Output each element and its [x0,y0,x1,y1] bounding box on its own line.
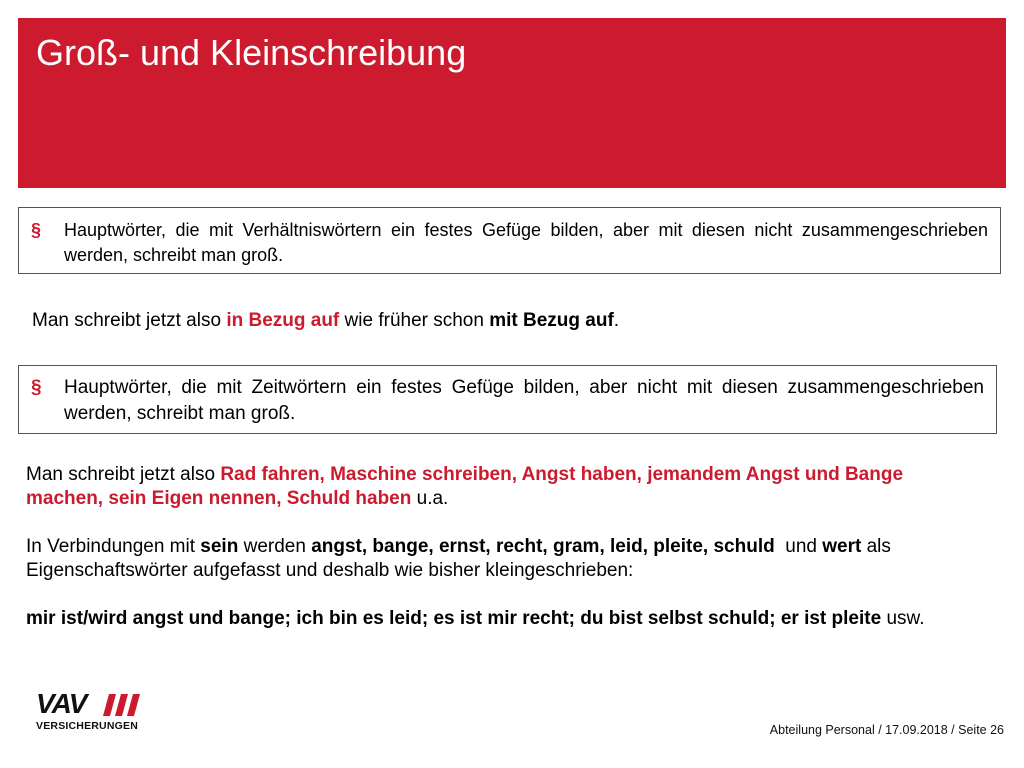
example-1-bold: mit Bezug auf [489,310,614,331]
paragraph-3-bold-1: sein [200,536,239,557]
paragraph-sign-icon: § [31,377,42,398]
paragraph-4-bold: mir ist/wird angst und bange; ich bin es leid; es ist mir recht; du bist selbst schuld; er ist pleite [26,608,882,629]
rule-1 [31,218,988,268]
example-2-post: u.a. [411,488,449,509]
example-1-post: . [613,310,620,331]
example-2 [26,463,976,511]
example-1-highlight: in Bezug auf [226,310,340,331]
paragraph-sign-icon: § [31,220,42,240]
rule-box-2 [18,365,997,434]
footer: Abteilung Personal / 17.09.2018 / Seite 26 [769,723,1004,737]
example-1 [32,309,619,333]
paragraph-3-bold-3: wert [822,536,862,557]
rule-2-text: Hauptwörter, die mit Zeitwörtern ein festes Gefüge bilden, aber nicht mit diesen zusammengeschrieben werden, schreibt man groß. [64,377,984,424]
paragraph-4-post: usw. [881,608,925,629]
paragraph-3-mid-2: und [774,536,823,557]
rule-1-text: Hauptwörter, die mit Verhältniswörtern ein festes Gefüge bilden, aber mit diesen nicht zusammengeschrieben werden, schreibt man groß. [64,220,988,265]
paragraph-3-bold-2: angst, bange, ernst, recht, gram, leid, pleite, schuld [311,536,775,557]
paragraph-3-post: als Eigenschaftswörter aufgefasst und deshalb wie bisher kleingeschrieben: [26,536,891,581]
logo-name: VAV [36,688,87,719]
paragraph-4 [26,607,996,631]
logo-slashes-icon [103,694,151,718]
rule-2 [31,375,984,427]
paragraph-3 [26,535,976,583]
example-1-mid: wie früher schon [339,310,490,331]
paragraph-3-mid: werden [238,536,312,557]
vav-logo [36,688,166,738]
paragraph-3-pre: In Verbindungen mit [26,536,201,557]
example-2-highlight: Rad fahren, Maschine schreiben, Angst haben, jemandem Angst und Bange machen, sein Eigen nennen, Schuld haben [26,464,904,509]
slide-title: Groß- und Kleinschreibung [36,32,467,73]
logo-subtitle: VERSICHERUNGEN [36,720,138,732]
title-banner [18,18,1006,188]
example-1-pre: Man schreibt jetzt also [32,310,227,331]
rule-box-1 [18,207,1001,274]
example-2-pre: Man schreibt jetzt also [26,464,221,485]
